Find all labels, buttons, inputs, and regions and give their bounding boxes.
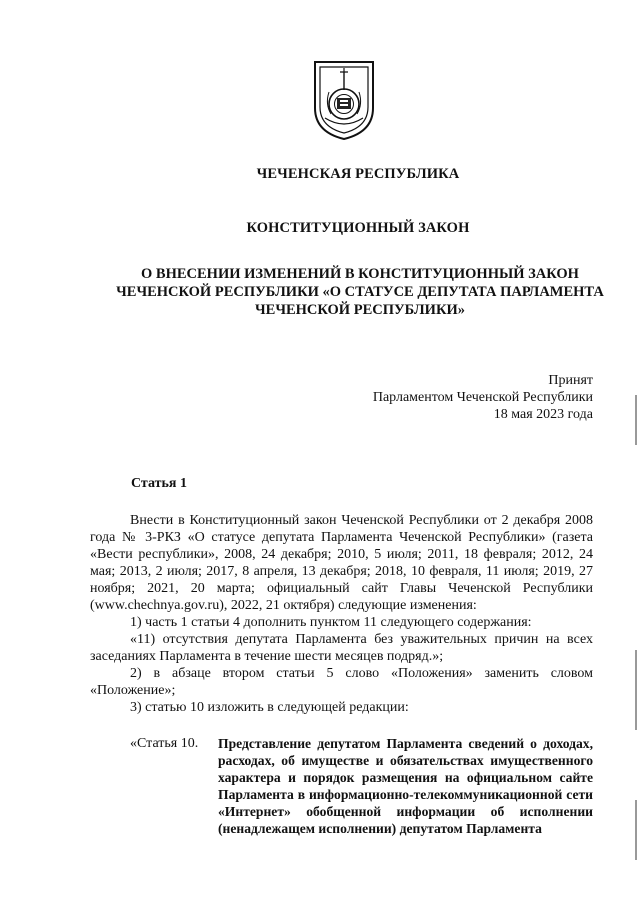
adoption-block [373,372,593,423]
article-body [90,512,593,716]
paragraph: 2) в абзаце втором статьи 5 слово «Положения» заменить словом «Положение»; [90,666,593,698]
adopted-by: Парламентом Чеченской Республики [372,390,593,405]
paragraph: Внести в Конституционный закон Чеченской Республики от 2 декабря 2008 года № 3-РКЗ «О статусе депутата Парламента Чеченской Республики» (газета «Вести республики», 2008, 24 декабря; 2010, 5 июля; 2011, 18 февраля; 2012, 24 мая; 2013, 2 июля; 2017, 8 апреля, 13 декабря; 2018, 10 февраля, 11 июля; 2019, 27 ноября; 2021, 20 марта; официальный сайт Главы Чеченской Республики (www.chechnya.gov.ru), 2022, 21 октября) следующие изменения: [90,513,593,613]
article-10-label: «Статья 10. [130,736,199,751]
paragraph: 3) статью 10 изложить в следующей редакции: [130,700,409,715]
coat-of-arms-icon [311,58,377,142]
paragraph: «11) отсутствия депутата Парламента без уважительных причин на всех заседаниях Парламента в течение шести месяцев подряд.»; [90,632,593,664]
law-type-heading: КОНСТИТУЦИОННЫЙ ЗАКОН [246,220,470,236]
adopted-label: Принят [548,373,593,388]
adopted-date: 18 мая 2023 года [493,407,593,422]
scan-edge-mark [635,395,637,445]
article-10-text: Представление депутатом Парламента сведений о доходах, расходах, об имуществе и обязательствах имущественного характера и порядок размещения на официальном сайте Парламента в информационно-телекоммуникационной сети «Интернет» обобщенной информации об исполнении (ненадлежащем исполнении) депутатом Парламента [218,736,593,836]
article-heading: Статья 1 [131,476,187,491]
law-title: О ВНЕСЕНИИ ИЗМЕНЕНИЙ В КОНСТИТУЦИОННЫЙ ЗАКОН ЧЕЧЕНСКОЙ РЕСПУБЛИКИ «О СТАТУСЕ ДЕПУТАТА ПАРЛАМЕНТА ЧЕЧЕНСКОЙ РЕСПУБЛИКИ» [116,266,604,318]
scan-edge-mark [635,650,637,730]
scan-edge-mark [635,800,637,860]
paragraph: 1) часть 1 статьи 4 дополнить пунктом 11 следующего содержания: [130,615,532,630]
republic-title: ЧЕЧЕНСКАЯ РЕСПУБЛИКА [256,166,460,182]
